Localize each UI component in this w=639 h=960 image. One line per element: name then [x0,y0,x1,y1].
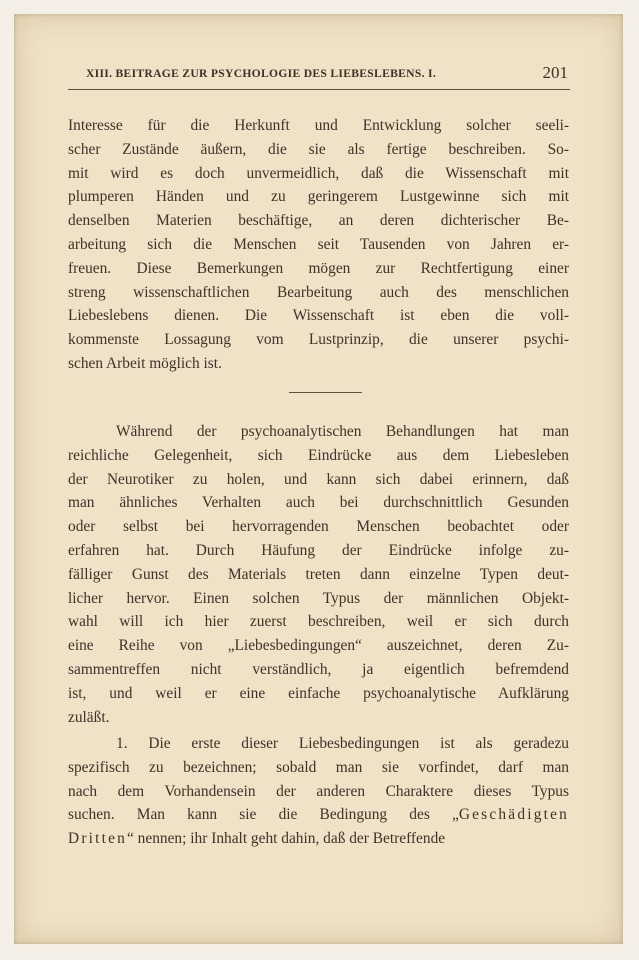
text-line: nach dem Vorhandensein der anderen Charaktere dieses Typus [68,782,569,800]
paragraph-2 [68,420,569,729]
text-line: erfahren hat. Durch Häufung der Eindrücke infolge zu- [68,541,569,559]
text-line: licher hervor. Einen solchen Typus der männlichen Objekt- [68,589,569,607]
text-line: oder selbst bei hervorragenden Menschen beobachtet oder [68,518,569,536]
paragraph-1 [68,114,569,376]
running-title: XIII. BEITRAGE ZUR PSYCHOLOGIE DES LIEBESLEBENS. I. [86,67,437,80]
text-fragment: suchen. Man kann sie die Bedingung des „ [68,806,459,824]
text-line: Liebeslebens dienen. Die Wissenschaft ist eben die voll- [68,307,569,325]
text-line: Während der psychoanalytischen Behandlungen hat man [116,423,569,440]
text-line: Interesse für die Herkunft und Entwicklung solcher seeli- [68,117,569,134]
text-line: plumperen Händen und zu geringerem Lustgewinne sich mit [68,188,569,206]
text-line: wahl will ich hier zuerst beschreiben, weil er sich durch [68,613,569,631]
text-line: der Neurotiker zu holen, und kann sich dabei erinnern, daß [68,470,569,488]
text-line: arbeitung sich die Menschen seit Tausenden von Jahren er- [68,235,569,253]
text-line: 1. Die erste dieser Liebesbedingungen ist als geradezu [116,735,569,752]
text-line: mit wird es doch unvermeidlich, daß die Wissenschaft mit [68,164,569,182]
text-line: zuläßt. [68,708,110,726]
text-line: man ähnliches Verhalten auch bei durchschnittlich Gesunden [68,494,569,512]
text-line [68,803,569,827]
text-line: spezifisch zu bezeichnen; sobald man sie vorfindet, darf man [68,758,569,776]
text-line [68,827,569,851]
text-line: schen Arbeit möglich ist. [68,354,222,372]
text-line: scher Zustände äußern, die sie als fertige beschreiben. So- [68,140,569,158]
text-line: ist, und weil er eine einfache psychoanalytische Aufklärung [68,684,569,702]
text-line: freuen. Diese Bemerkungen mögen zur Rechtfertigung einer [68,259,569,277]
page-number: 201 [542,63,568,82]
text-line: denselben Materien beschäftige, an deren dichterischer Be- [68,212,569,230]
text-line: sammentreffen nicht verständlich, ja eigentlich befremdend [68,660,569,678]
paragraph-3 [68,732,569,851]
text-line: kommenste Lossagung vom Lustprinzip, die unserer psychi- [68,331,569,349]
spaced-term: Dritten [68,830,127,848]
header-rule [68,89,570,90]
running-header [68,63,570,85]
text-fragment: “ nennen; ihr Inhalt geht dahin, daß der Betreffende [127,830,446,848]
text-line: fälliger Gunst des Materials treten dann einzelne Typen deut- [68,565,569,583]
text-line: streng wissenschaftlichen Bearbeitung auch des menschlichen [68,283,569,301]
text-line: eine Reihe von „Liebesbedingungen“ auszeichnet, deren Zu- [68,637,569,655]
spaced-term: Geschädigten [458,806,569,824]
section-separator [289,392,362,393]
text-line: reichliche Gelegenheit, sich Eindrücke aus dem Liebesleben [68,446,569,464]
